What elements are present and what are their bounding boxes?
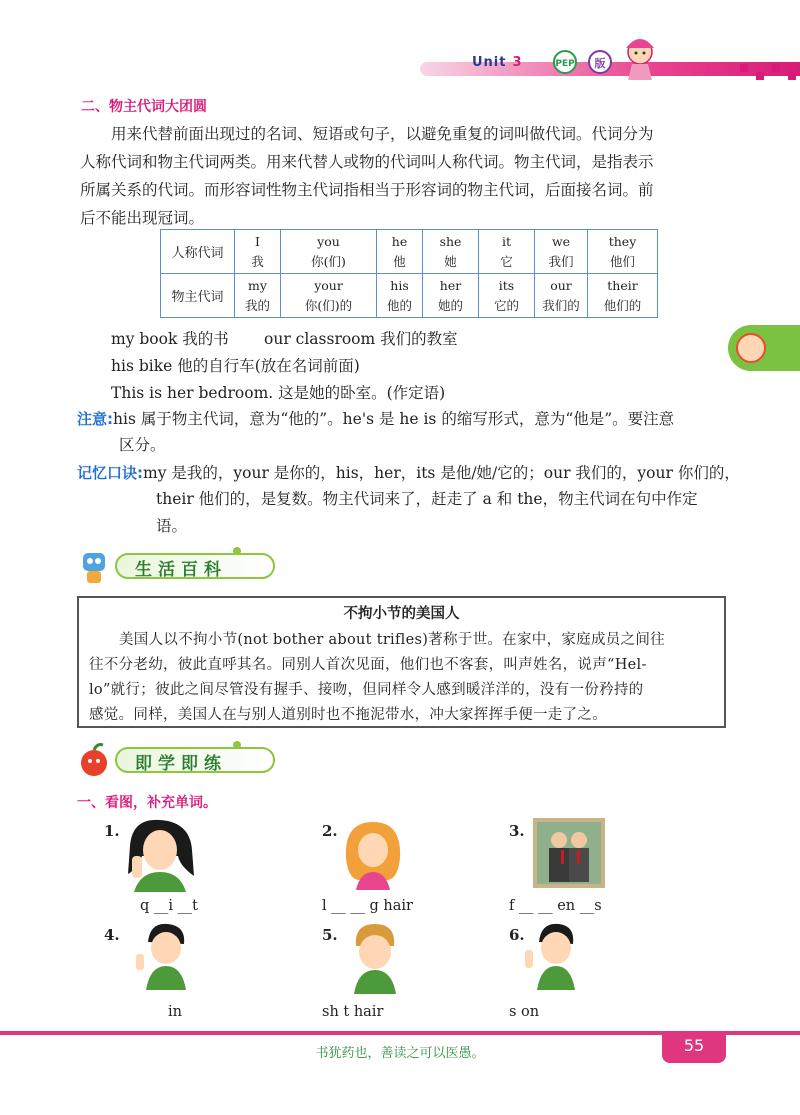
info-line-4: 感觉。同样，美国人在与别人道别时也不拖泥带水，冲大家挥挥手便一走了之。 [89,707,607,723]
exercise-item-3: 3. f __ __ en __s [509,822,659,922]
exercise-item-4: 4. in [104,926,254,1026]
banner-2-text: 即学即练 [135,754,227,774]
table-cell: its 它的 [479,274,535,318]
apple-kid-mascot-icon [75,741,113,779]
boy-short-hair-icon [344,922,406,994]
grammar-title: 二、物主代词大团圆 [81,99,207,115]
info-line-1: 美国人以不拘小节(not bother about trifles)著称于世。在家中，家庭成员之间往 [119,632,665,648]
girl-quiet-icon [120,816,200,892]
checker-4 [788,72,796,80]
page-number: 55 [662,1031,726,1063]
page-header [0,0,800,95]
exercise-item-6: 6. s on [509,926,659,1026]
footer-quote: 书犹药也，善读之可以医愚。 [315,1046,485,1061]
edition-badge: 版 [588,50,612,74]
checker-2 [756,72,764,80]
mnemonic-label: 记忆口诀: [77,464,143,482]
example-1b: our classroom 我们的教室 [264,330,458,348]
mnemonic-block [77,460,757,487]
robot-mascot-icon [75,547,113,585]
cat-face-icon [736,333,766,363]
example-3: This is her bedroom. 这是她的卧室。(作定语) [111,384,446,402]
table-cell: my 我的 [235,274,281,318]
mnemonic-line-3: 语。 [156,517,188,535]
grammar-line-1: 用来代替前面出现过的名词、短语或句子，以避免重复的词叫做代词。代词分为 [111,125,654,143]
grammar-paragraph [80,120,740,232]
boy-waving-icon [523,920,585,990]
grammar-line-3: 所属关系的代词。而形容词性物主代词指相当于形容词的物主代词，后面接名词。前 [80,181,654,199]
fairy-mascot-icon [612,28,668,84]
table-row-possessive [161,274,658,318]
mnemonic-line-2: their 他们的，是复数。物主代词来了，赶走了 a 和 the，物主代词在句中作定 [156,490,698,508]
table-cell: he 他 [377,230,423,274]
practice-banner [75,741,275,777]
exercise-item-2: 2. l __ __ g hair [322,822,472,922]
unit-number: 3 [512,55,523,70]
exercise-item-5: 5. sh t hair [322,926,472,1026]
boy-pointing-icon [134,920,198,990]
life-encyclopedia-banner [75,547,275,583]
grammar-line-2: 人称代词和物主代词两类。用来代替人或物的代词叫人称代词。物主代词，是指表示 [80,153,654,171]
table-cell: it 它 [479,230,535,274]
exercise-caption-4: in [168,1004,182,1020]
table-cell: your 你(们)的 [281,274,377,318]
checker-3 [772,64,780,72]
example-2: his bike 他的自行车(放在名词前面) [111,357,360,375]
pronoun-table [160,229,658,318]
table-cell: her 她的 [423,274,479,318]
exercise-caption-1: q __i __t [140,898,198,914]
side-tab [728,325,800,371]
table-cell: his 他的 [377,274,423,318]
info-line-3: lo”就行；彼此之间尽管没有握手、接吻，但同样令人感到暖洋洋的，没有一份矜持的 [89,682,644,698]
row-header: 人称代词 [161,230,235,274]
checker-1 [740,64,748,72]
table-cell: our 我们的 [535,274,588,318]
mnemonic-line-1: my 是我的，your 是你的，his，her，its 是他/她/它的；our 我们的，your 你们的， [143,464,740,482]
banner-1-text: 生活百科 [135,560,227,580]
pep-badge: PEP [553,50,577,74]
info-line-2: 往不分老幼，彼此直呼其名。同别人首次见面，他们也不客套，叫声姓名，说声“Hel- [89,657,647,673]
info-box-title: 不拘小节的美国人 [343,606,460,622]
table-cell: we 我们 [535,230,588,274]
note-line-2: 区分。 [119,436,166,454]
table-cell: their 他们的 [588,274,658,318]
table-cell: they 他们 [588,230,658,274]
friends-photo-icon [533,818,605,888]
table-row-personal [161,230,658,274]
example-1a: my book 我的书 [111,330,229,348]
table-cell: I 我 [235,230,281,274]
exercise-caption-5: sh t hair [322,1004,384,1020]
exercise-caption-2: l __ __ g hair [322,898,413,914]
exercise-caption-3: f __ __ en __s [509,898,602,914]
girl-long-hair-icon [340,818,406,890]
table-cell: she 她 [423,230,479,274]
note-line-1: his 属于物主代词，意为“他的”。he's 是 he is 的缩写形式，意为“他是”。要注意 [113,410,675,428]
exercise-caption-6: s on [509,1004,540,1020]
row-header: 物主代词 [161,274,235,318]
unit-label: Unit 3 [472,55,523,70]
info-box [77,596,726,728]
table-cell: you 你(们) [281,230,377,274]
exercise-item-1: 1. q __i __t [104,822,254,922]
exercise-title: 一、看图，补充单词。 [77,795,217,811]
note-label: 注意: [77,410,113,428]
grammar-line-4: 后不能出现冠词。 [80,209,205,227]
note-block [77,406,757,433]
